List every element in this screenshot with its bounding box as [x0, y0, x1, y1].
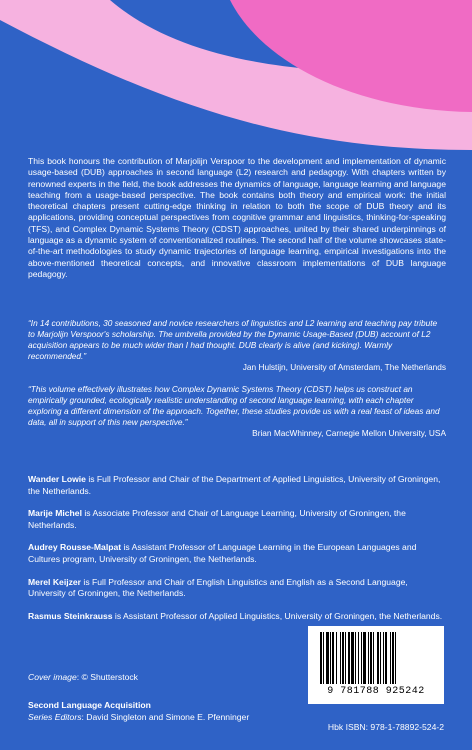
barcode-bar [370, 632, 372, 684]
barcode-bar [377, 632, 379, 684]
barcode-bar [332, 632, 334, 684]
barcode-bar [340, 632, 341, 684]
barcode-bar [358, 632, 359, 684]
quote-attribution: Jan Hulstijn, University of Amsterdam, The Netherlands [242, 362, 446, 372]
editor-bio [28, 542, 446, 565]
series-title: Second Language Acquisition [28, 700, 151, 710]
series-editors: : David Singleton and Simone E. Pfenninger [81, 711, 250, 722]
barcode-bar [351, 632, 354, 684]
quote-text: “In 14 contributions, 30 seasoned and novice researchers of linguistics and L2 learning and teaching pay tribute to Marjolijn Verspoor's scholarship. The umbrella provided by the Dynamic Usage-Based (DUB) account of L2 acquisition appears to be much wider than I had thought. DUB clearly is alive (and kicking). Warmly recommended.” [28, 318, 438, 361]
barcode-bar [363, 632, 366, 684]
editor-name: Audrey Rousse-Malpat [28, 542, 122, 553]
isbn-barcode [308, 626, 444, 704]
barcode-bar [348, 632, 350, 684]
barcode-bar [392, 632, 394, 684]
endorsement-quote-1 [28, 318, 446, 373]
barcode-bar [355, 632, 356, 684]
editor-description: is Full Professor and Chair of the Department of Applied Linguistics, University of Groningen, the Netherlands. [28, 474, 441, 496]
editor-bio [28, 611, 446, 623]
editor-name: Marije Michel [28, 508, 82, 519]
isbn-text: Hbk ISBN: 978-1-78892-524-2 [327, 722, 444, 732]
editor-name: Wander Lowie [28, 474, 86, 484]
quote-text: “This volume effectively illustrates how Complex Dynamic Systems Theory (CDST) helps us construct an empirically grounded, ecologically realistic understanding of second language learning, with each chapter exploring a different dimension of the approach. Together, these studies provide us with a real feast of ideas and data, all in support of this new perspective.” [28, 384, 440, 427]
barcode-bar [330, 632, 331, 684]
barcode-bar [395, 632, 396, 684]
barcode-number: 9 781788 925242 [327, 686, 425, 697]
editor-bios [28, 474, 446, 633]
cover-credit-label: Cover image [28, 672, 77, 682]
barcode-bars [318, 632, 434, 684]
editor-name: Rasmus Steinkrauss [28, 610, 113, 621]
barcode-bar [345, 632, 346, 684]
editor-bio [28, 577, 446, 600]
editor-description: is Assistant Professor of Language Learning in the European Languages and Cultures program, University of Groningen, the Netherlands. [28, 542, 417, 564]
cover-credit [28, 672, 138, 682]
book-description: This book honours the contribution of Marjolijn Verspoor to the development and implementation of dynamic usage-based (DUB) approaches in second language (L2) research and pedagogy. With chapters written by renowned experts in the field, the book addresses the dynamics of language, language learning and language teaching from a usage-based perspective. The book contains both theory and empirical work: the initial theoretical chapters present cutting-edge thinking in relation to both the scope of DUB theory and its applications, providing conceptual perspectives from cognitive grammar and linguistics, thinking-for-speaking (TFS), and Complex Dynamic Systems Theory (CDST) approaches, united by their shared underpinnings of language as a dynamic system of conventionalized routines. The second half of the volume showcases state-of-the-art methodologies to study dynamic trajectories of language learning, empirical investigations into the above-mentioned theoretical concepts, and innovative classroom implementations of DUB language pedagogy. [28, 156, 446, 279]
barcode-bar [383, 632, 384, 684]
barcode-bar [326, 632, 329, 684]
editor-description: is Associate Professor and Chair of Language Learning, University of Groningen, the Netherlands. [28, 508, 406, 530]
barcode-bar [390, 632, 391, 684]
editor-bio [28, 474, 446, 497]
editor-bio [28, 508, 446, 531]
decorative-pink-swoosh [0, 0, 472, 150]
series-editors-label: Series Editors [28, 711, 82, 722]
barcode-bar [320, 632, 322, 684]
quote-attribution: Brian MacWhinney, Carnegie Mellon University, USA [252, 428, 446, 438]
barcode-bar [361, 632, 362, 684]
editor-description: is Assistant Professor of Applied Linguistics, University of Groningen, the Netherlands. [112, 610, 443, 621]
barcode-bar [336, 632, 337, 684]
editor-name: Merel Keijzer [28, 576, 82, 587]
barcode-bar [368, 632, 369, 684]
barcode-bar [380, 632, 381, 684]
barcode-bar [342, 632, 344, 684]
barcode-bar [385, 632, 387, 684]
cover-credit-text: : © Shutterstock [76, 672, 138, 682]
barcode-bar [323, 632, 324, 684]
barcode-bar [373, 632, 374, 684]
series-info [28, 700, 249, 723]
editor-description: is Full Professor and Chair of English Linguistics and English as a Second Language, University of Groningen, the Netherlands. [28, 576, 408, 599]
endorsement-quote-2 [28, 384, 446, 439]
